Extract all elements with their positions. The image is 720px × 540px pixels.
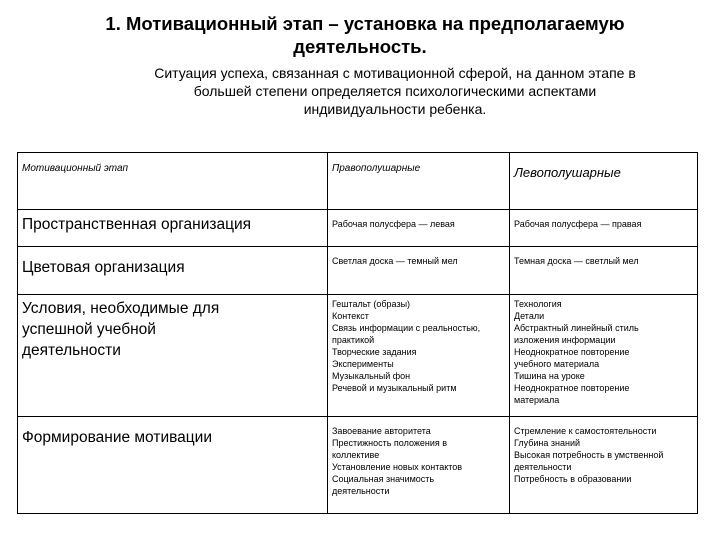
row-label: Цветовая организация <box>18 247 328 295</box>
cell-line: Детали <box>514 311 545 321</box>
cell-line: Темная доска — светлый мел <box>514 256 639 266</box>
cell-line: Абстрактный линейный стиль <box>514 323 639 333</box>
table-header-row <box>18 153 698 210</box>
row-left-cell <box>510 210 698 247</box>
cell-line: Рабочая полусфера — правая <box>514 219 642 229</box>
row-label: Формирование мотивации <box>18 417 328 514</box>
cell-line: Неоднократное повторение <box>514 383 630 393</box>
cell-line: Потребность в образовании <box>514 474 632 484</box>
row-label-line: успешной учебной <box>22 321 156 338</box>
comparison-table <box>17 152 698 514</box>
slide-title-line-1: 1. Мотивационный этап – установка на предполагаемую <box>105 13 625 34</box>
row-left-cell <box>510 295 698 417</box>
cell-line: Глубина знаний <box>514 438 581 448</box>
table-row <box>18 210 698 247</box>
row-label-line: Условия, необходимые для <box>22 300 220 317</box>
cell-line: Речевой и музыкальный ритм <box>332 383 457 393</box>
cell-line: Технология <box>514 299 562 309</box>
cell-line: Стремление к самостоятельности <box>514 426 657 436</box>
row-label: Пространственная организация <box>18 210 328 247</box>
cell-line: деятельности <box>332 486 390 496</box>
row-label <box>18 295 328 417</box>
cell-line: практикой <box>332 335 375 345</box>
header-stage: Мотивационный этап <box>18 153 328 210</box>
cell-line: Тишина на уроке <box>514 371 585 381</box>
cell-line: Неоднократное повторение <box>514 347 630 357</box>
cell-line: Музыкальный фон <box>332 371 411 381</box>
slide-title-line-2: деятельность. <box>293 36 427 57</box>
cell-line: Рабочая полусфера — левая <box>332 219 455 229</box>
cell-line: Завоевание авторитета <box>332 426 431 436</box>
row-right-cell <box>328 210 510 247</box>
row-left-cell <box>510 247 698 295</box>
cell-line: учебного материала <box>514 359 600 369</box>
header-left-hemisphere: Левополушарные <box>510 153 698 210</box>
subtitle-line: большей степени определяется психологическими аспектами <box>193 83 597 99</box>
row-right-cell <box>328 247 510 295</box>
cell-line: Высокая потребность в умственной <box>514 450 664 460</box>
cell-line: Светлая доска — темный мел <box>332 256 458 266</box>
cell-line: Престижность положения в <box>332 438 448 448</box>
cell-line: Эксперименты <box>332 359 394 369</box>
header-right-hemisphere: Правополушарные <box>328 153 510 210</box>
row-label-line: деятельности <box>22 342 121 359</box>
cell-line: коллективе <box>332 450 380 460</box>
cell-line: Гештальт (образы) <box>332 299 411 309</box>
table-row <box>18 417 698 514</box>
cell-line: материала <box>514 395 560 405</box>
subtitle-line: Ситуация успеха, связанная с мотивационной сферой, на данном этапе в <box>154 65 636 81</box>
row-right-cell <box>328 417 510 514</box>
row-right-cell <box>328 295 510 417</box>
table-row <box>18 247 698 295</box>
cell-line: деятельности <box>514 462 572 472</box>
cell-line: Связь информации с реальностью, <box>332 323 481 333</box>
table-row <box>18 295 698 417</box>
cell-line: Установление новых контактов <box>332 462 463 472</box>
slide-subtitle <box>105 64 685 118</box>
cell-line: Творческие задания <box>332 347 417 357</box>
slide-title <box>0 12 720 58</box>
subtitle-line: индивидуальности ребенка. <box>303 101 487 117</box>
cell-line: Социальная значимость <box>332 474 435 484</box>
cell-line: Контекст <box>332 311 369 321</box>
row-left-cell <box>510 417 698 514</box>
cell-line: изложения информации <box>514 335 616 345</box>
